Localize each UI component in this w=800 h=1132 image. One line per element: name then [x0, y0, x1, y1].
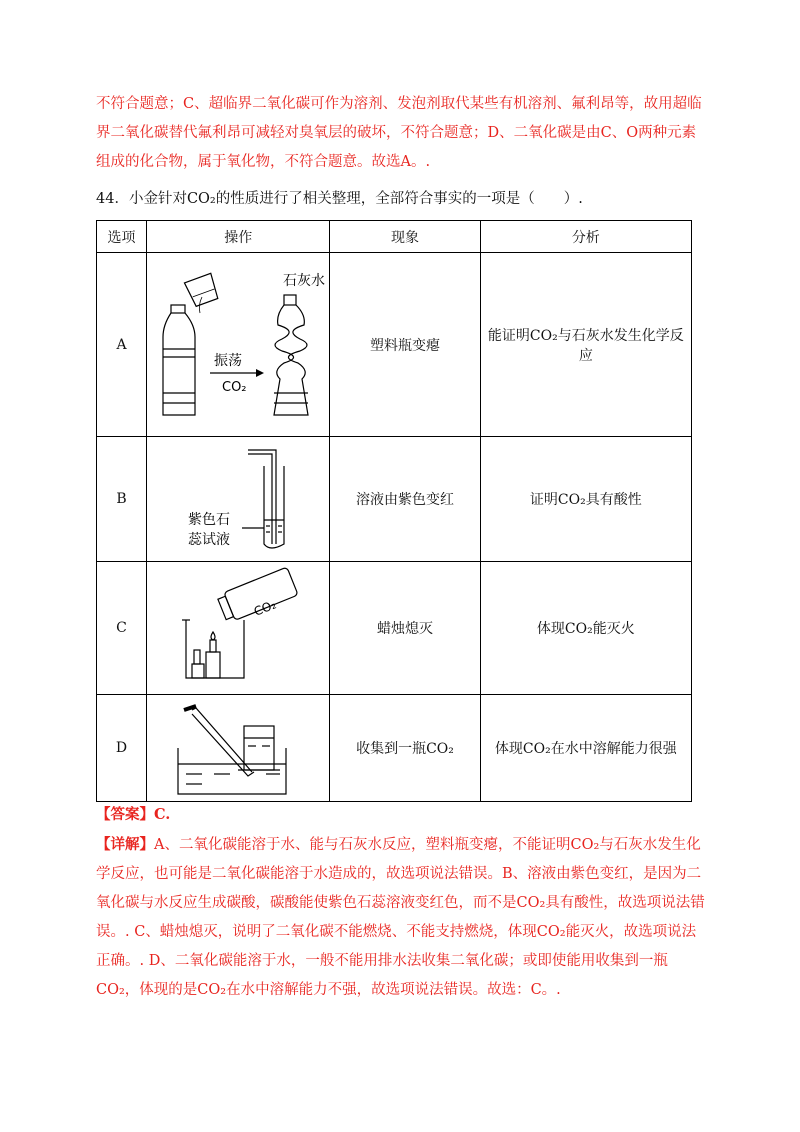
question-44: 44．小金针对CO₂的性质进行了相关整理，全部符合事实的一项是（ ）.: [96, 191, 583, 207]
analysis-b: 证明CO₂具有酸性: [480, 437, 691, 562]
table-header-row: [97, 221, 692, 253]
analysis-a: 能证明CO₂与石灰水发生化学反应: [480, 253, 691, 437]
option-label: D: [97, 695, 147, 802]
label-litmus-1: 紫色石: [188, 512, 231, 528]
detail-text: A、二氧化碳能溶于水、能与石灰水反应，塑料瓶变瘪，不能证明CO₂与石灰水发生化学反应，也可能是二氧化碳能溶于水造成的，故选项说法错误。B、溶液由紫色变红，是因为二氧化碳与水反应生成碳酸，碳酸能使紫色石蕊溶液变红色，而不是CO₂具有酸性，故选项说法错误。. C、蜡烛熄灭，说明了二氧化碳不能燃烧、不能支持燃烧，体现CO₂能灭火，故选项说法正确。. D、二氧化碳能溶于水，一般不能用排水法收集二氧化碳；或即使能用收集到一瓶CO₂，体现的是CO₂在水中溶解能力不强，故选项说法错误。故选：C。.: [96, 837, 705, 998]
test-tube-diagram: [158, 444, 318, 554]
table-row: [97, 253, 692, 437]
option-label: C: [97, 562, 147, 695]
label-co2-a: CO₂: [222, 379, 247, 395]
label-co2-c: CO₂: [252, 597, 279, 619]
analysis-c: 体现CO₂能灭火: [480, 562, 691, 695]
phenomenon-b: 溶液由紫色变红: [330, 437, 480, 562]
explanation-paragraph-prev: 不符合题意；C、超临界二氧化碳可作为溶剂、发泡剂取代某些有机溶剂、氟利昂等，故用超临界二氧化碳替代氟利昂可减轻对臭氧层的破坏，不符合题意；D、二氧化碳是由C、O两种元素组成的化合物，属于氧化物，不符合题意。故选A。.: [96, 96, 702, 170]
bottle-shake-diagram: [158, 265, 326, 425]
header-option: 选项: [97, 221, 147, 253]
answer-line: 【答案】C.: [96, 806, 171, 823]
detail-label: 【详解】: [96, 836, 154, 853]
phenomenon-a: 塑料瓶变瘪: [330, 253, 480, 437]
analysis-d: 体现CO₂在水中溶解能力很强: [480, 695, 691, 802]
header-analysis: 分析: [480, 221, 691, 253]
table-row: [97, 695, 692, 802]
figure-water-collection: [147, 695, 330, 802]
phenomenon-d: 收集到一瓶CO₂: [330, 695, 480, 802]
options-table: [96, 220, 692, 802]
table-row: [97, 562, 692, 695]
header-phenomenon: 现象: [330, 221, 480, 253]
option-label: A: [97, 253, 147, 437]
figure-bottle-shake: [147, 253, 330, 437]
phenomenon-c: 蜡烛熄灭: [330, 562, 480, 695]
detail-explanation: [96, 830, 708, 1005]
figure-candle-beaker: [147, 562, 330, 695]
label-shake: 振荡: [214, 352, 243, 369]
figure-test-tube: [147, 437, 330, 562]
header-operation: 操作: [147, 221, 330, 253]
water-collection-diagram: [158, 698, 318, 798]
table-row: [97, 437, 692, 562]
label-litmus-2: 蕊试液: [188, 532, 231, 548]
option-label: B: [97, 437, 147, 562]
candle-beaker-diagram: [158, 568, 318, 688]
label-limewater: 石灰水: [283, 272, 326, 289]
